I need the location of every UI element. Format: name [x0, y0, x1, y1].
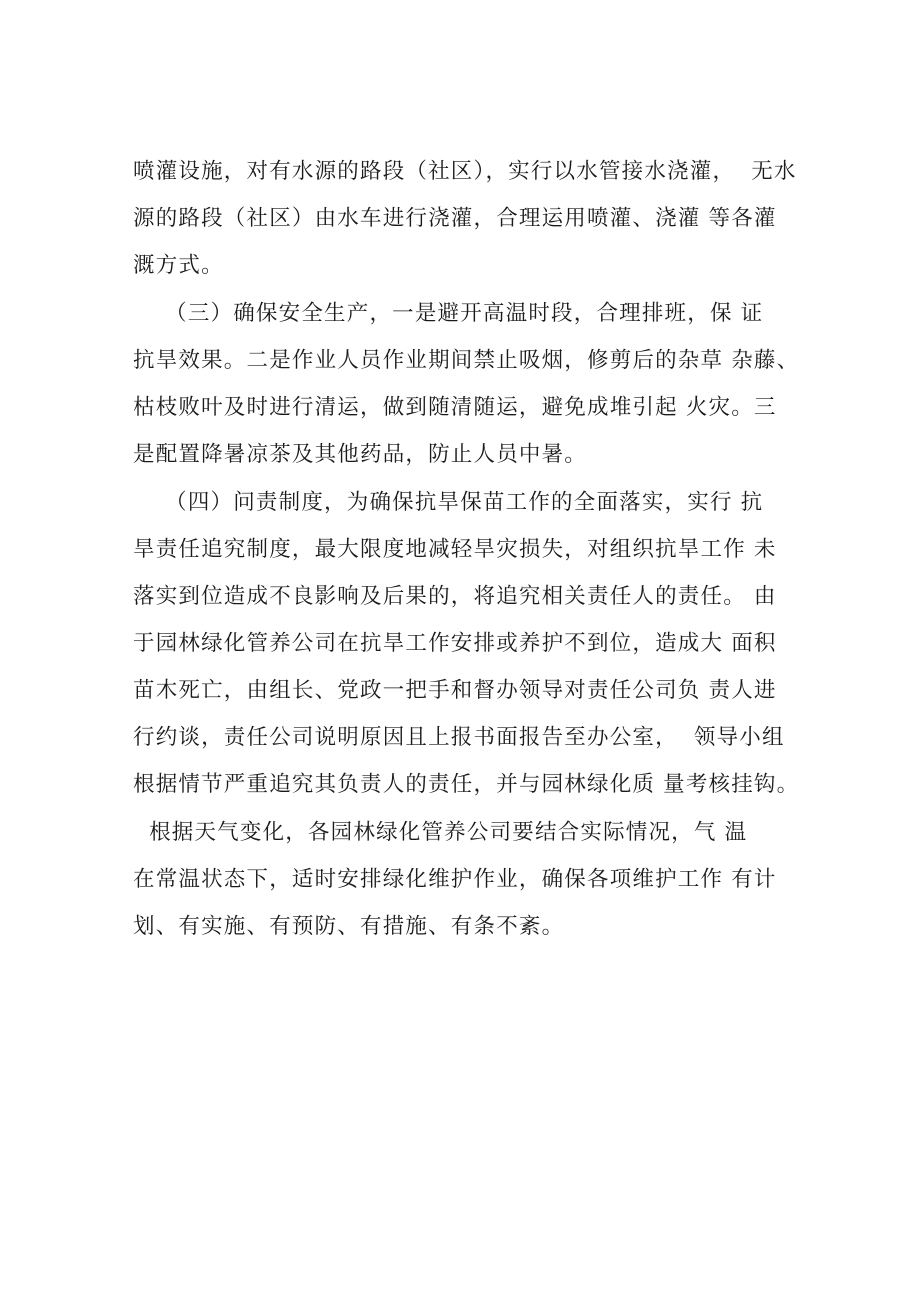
- text-line: 划、有实施、有预防、有措施、有条不紊。: [133, 914, 565, 939]
- text-line: 枯枝败叶及时进行清运，做到随清随运，避免成堆引起 火灾。三: [133, 395, 777, 420]
- text-line: 于园林绿化管养公司在抗旱工作安排或养护不到位，造成大 面积: [133, 631, 777, 656]
- text-line: （四）问责制度，为确保抗旱保苗工作的全面落实，实行 抗: [133, 490, 764, 515]
- text-line: 苗木死亡，由组长、党政一把手和督办领导对责任公司负 责人进: [133, 678, 777, 703]
- text-line: 根据情节严重追究其负责人的责任，并与园林绿化质 量考核挂钩。: [133, 772, 800, 797]
- text-line: 源的路段（社区）由水车进行浇灌，合理运用喷灌、浇灌 等各灌: [133, 206, 777, 231]
- text-line: 溉方式。: [133, 253, 224, 278]
- text-line: 是配置降暑凉茶及其他药品，防止人员中暑。: [133, 442, 588, 467]
- text-line: 在常温状态下，适时安排绿化维护作业，确保各项维护工作 有计: [133, 867, 777, 892]
- text-line: 落实到位造成不良影响及后果的，将追究相关责任人的责任。 由: [133, 584, 777, 609]
- text-line: 行约谈，责任公司说明原因且上报书面报告至办公室， 领导小组: [133, 725, 785, 750]
- text-line: 旱责任追究制度，最大限度地减轻旱灾损失，对组织抗旱工作 未: [133, 537, 777, 562]
- text-line: 抗旱效果。二是作业人员作业期间禁止吸烟，修剪后的杂草 杂藤、: [133, 348, 800, 373]
- text-line: 喷灌设施，对有水源的路段（社区），实行以水管接水浇灌， 无水: [133, 159, 797, 184]
- text-line: （三）确保安全生产，一是避开高温时段，合理排班，保 证: [133, 301, 764, 326]
- text-line: 根据天气变化，各园林绿化管养公司要结合实际情况，气 温: [133, 820, 748, 845]
